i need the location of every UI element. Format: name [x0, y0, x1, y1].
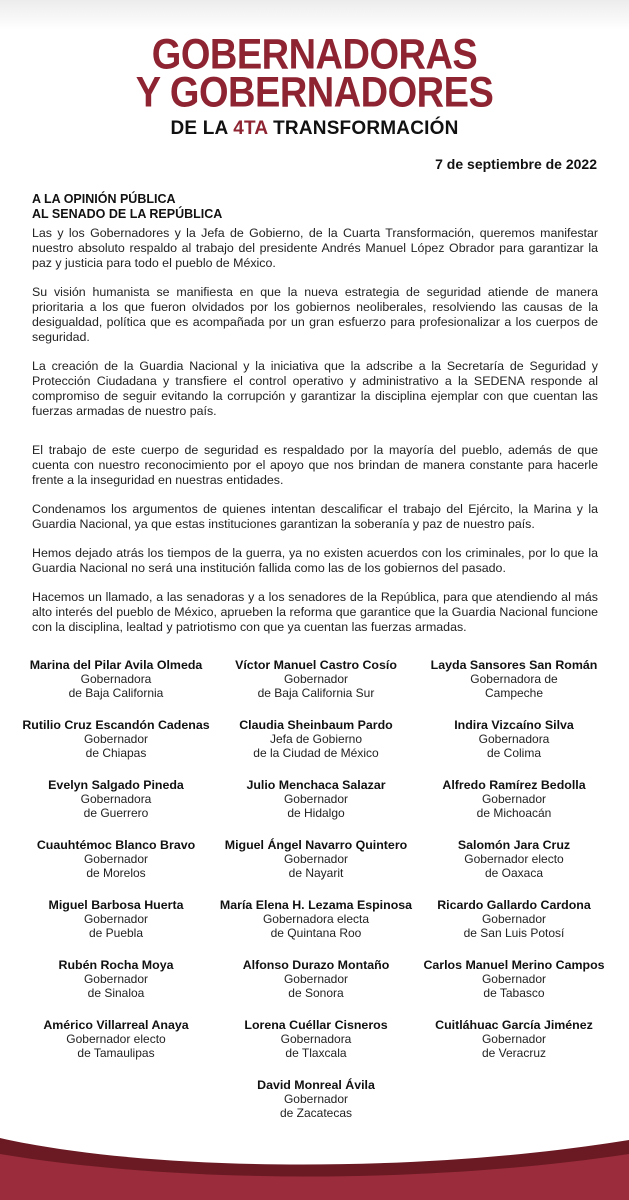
signatory-state: de Oaxaca [484, 866, 544, 880]
signature-block [16, 658, 216, 700]
footer-wave [0, 1120, 629, 1200]
paragraph: Condenamos los argumentos de quienes intentan descalificar el trabajo del Ejército, la Marina y la Guardia Nacional, ya que estas instituciones garantizan la soberanía y paz de nuestro país. [32, 502, 598, 531]
signatory-role: Gobernador electo [66, 1032, 166, 1046]
top-band [0, 0, 629, 30]
signatory-name: Víctor Manuel Castro Cosío [235, 658, 397, 672]
signatory-role: Gobernador [481, 912, 547, 926]
signature-block [216, 1078, 416, 1120]
signatory-role: Gobernador [83, 972, 149, 986]
signature-block [416, 718, 612, 760]
paragraph: La creación de la Guardia Nacional y la iniciativa que la adscribe a la Secretaría de Seguridad y Protección Ciudadana y transfiere el control operativo y administrativo a la SEDENA responde al compromiso de seguir evitando la corrupción y garantizar la disciplina ejemplar con que cuentan las fuerzas armadas de nuestro país. [32, 359, 598, 418]
signatory-name: Indira Vizcaíno Silva [454, 718, 574, 732]
signatory-name: María Elena H. Lezama Espinosa [219, 898, 413, 912]
signatory-name: Claudia Sheinbaum Pardo [239, 718, 393, 732]
subtitle-highlight: 4TA [233, 118, 268, 139]
address-line-2: AL SENADO DE LA REPÚBLICA [32, 207, 223, 221]
signatory-state: de Quintana Roo [270, 926, 362, 940]
signature-block [16, 718, 216, 760]
signatory-name: Cuitláhuac García Jiménez [435, 1018, 593, 1032]
signatory-name: Miguel Ángel Navarro Quintero [224, 838, 408, 852]
title-line-2: Y GOBERNADORES [135, 69, 494, 117]
signatory-state: de Hidalgo [287, 806, 345, 820]
signatory-name: Alfonso Durazo Montaño [242, 958, 390, 972]
signatory-name: Layda Sansores San Román [430, 658, 598, 672]
paragraph: Hacemos un llamado, a las senadoras y a los senadores de la República, para que atendiendo al más alto interés del pueblo de México, aprueben la reforma que garantice que la Guardia Nacional funcione con la disciplina, lealtad y patriotismo con que ya cuentan las fuerzas armadas. [32, 590, 598, 634]
signatory-role: Gobernador [283, 1092, 349, 1106]
signatory-role: Gobernador [83, 912, 149, 926]
signatory-role: Gobernador [283, 792, 349, 806]
paragraph: El trabajo de este cuerpo de seguridad es respaldado por la mayoría del pueblo, además de que cuenta con nuestro reconocimiento por el apoyo que nos brindan de manera constante para hacerle frente a la inseguridad en nuestras entidades. [32, 443, 598, 487]
signatory-name: Rutilio Cruz Escandón Cadenas [22, 718, 210, 732]
signatory-state: de Veracruz [481, 1046, 547, 1060]
signature-block [216, 718, 416, 760]
signatory-name: David Monreal Ávila [257, 1078, 375, 1092]
signatory-role: Gobernador [481, 1032, 547, 1046]
signature-block [216, 898, 416, 940]
signatory-state: de Guerrero [83, 806, 149, 820]
address-line-1: A LA OPINIÓN PÚBLICA [32, 192, 176, 206]
signatory-role: Gobernador [481, 972, 547, 986]
signatory-name: Julio Menchaca Salazar [246, 778, 386, 792]
signatory-role: Gobernador [481, 792, 547, 806]
subtitle [0, 118, 629, 140]
signatory-role: Gobernadora electa [262, 912, 370, 926]
signatory-name: Salomón Jara Cruz [457, 838, 571, 852]
header [0, 31, 629, 140]
signature-block [216, 658, 416, 700]
signatory-state: de Baja California Sur [257, 686, 375, 700]
signatory-name: Américo Villarreal Anaya [43, 1018, 189, 1032]
document-date: 7 de septiembre de 2022 [435, 156, 597, 172]
signatory-state: de Michoacán [476, 806, 552, 820]
signatory-state: Campeche [484, 686, 544, 700]
subtitle-pre: DE LA [170, 118, 234, 139]
paragraph: Las y los Gobernadores y la Jefa de Gobierno, de la Cuarta Transformación, queremos manifestar nuestro absoluto respaldo al trabajo del presidente Andrés Manuel López Obrador para garantizar la paz y justicia para todo el pueblo de México. [32, 226, 598, 270]
title-line-1: GOBERNADORAS [151, 31, 478, 79]
signature-block [16, 778, 216, 820]
signatory-role: Gobernadora [478, 732, 550, 746]
address-block [32, 192, 222, 222]
signatory-name: Carlos Manuel Merino Campos [423, 958, 605, 972]
signatory-state: de San Luis Potosí [463, 926, 565, 940]
signatory-state: de Sinaloa [87, 986, 145, 1000]
signatory-state: de Sonora [288, 986, 344, 1000]
signatory-state: de Puebla [88, 926, 144, 940]
signatory-role: Gobernador [83, 732, 149, 746]
signatory-state: de Tabasco [483, 986, 545, 1000]
signature-block [16, 958, 216, 1000]
signature-block [216, 1018, 416, 1060]
signatory-state: de Tlaxcala [285, 1046, 347, 1060]
signatory-name: Alfredo Ramírez Bedolla [442, 778, 586, 792]
signatory-state: de Nayarit [288, 866, 344, 880]
signature-block [16, 838, 216, 880]
signatures-grid [16, 658, 612, 1120]
signature-block [416, 658, 612, 700]
signatory-role: Gobernador electo [464, 852, 564, 866]
subtitle-post: TRANSFORMACIÓN [267, 118, 459, 139]
signatory-state: de la Ciudad de México [253, 746, 379, 760]
signature-block [216, 958, 416, 1000]
signatory-role: Jefa de Gobierno [269, 732, 363, 746]
signatory-state: de Tamaulipas [77, 1046, 155, 1060]
paragraph: Hemos dejado atrás los tiempos de la guerra, ya no existen acuerdos con los criminales, por lo que la Guardia Nacional no será una institución fallida como las de los gobiernos del pasado. [32, 546, 598, 575]
signatory-role: Gobernador [83, 852, 149, 866]
signature-block [416, 778, 612, 820]
signatory-role: Gobernador [283, 972, 349, 986]
signatory-name: Rubén Rocha Moya [58, 958, 174, 972]
signature-block [416, 838, 612, 880]
signature-block [416, 898, 612, 940]
signatory-name: Evelyn Salgado Pineda [48, 778, 184, 792]
signature-block [16, 898, 216, 940]
signatory-role: Gobernadora [80, 672, 152, 686]
signature-block [216, 778, 416, 820]
signature-block [216, 838, 416, 880]
signatory-role: Gobernador [283, 852, 349, 866]
signatory-name: Miguel Barbosa Huerta [48, 898, 184, 912]
signatory-name: Cuauhtémoc Blanco Bravo [36, 838, 196, 852]
signatory-role: Gobernadora [80, 792, 152, 806]
signatory-state: de Chiapas [85, 746, 147, 760]
signatory-state: de Zacatecas [279, 1106, 353, 1120]
signatory-state: de Morelos [86, 866, 146, 880]
paragraph: Su visión humanista se manifiesta en que la nueva estrategia de seguridad atiende de manera prioritaria a los que fueron olvidados por los gobiernos neoliberales, resolviendo las causas de la desigualdad, política que es acompañada por un gran esfuerzo para profesionalizar a los cuerpos de seguridad. [32, 285, 598, 344]
signatory-role: Gobernadora de [470, 672, 558, 686]
signatory-name: Lorena Cuéllar Cisneros [244, 1018, 388, 1032]
signatory-name: Ricardo Gallardo Cardona [437, 898, 591, 912]
signatory-state: de Baja California [68, 686, 164, 700]
signature-block [16, 1018, 216, 1060]
signatory-name: Marina del Pilar Avila Olmeda [29, 658, 203, 672]
signature-block [416, 1018, 612, 1060]
letter-body [32, 226, 598, 649]
signatory-state: de Colima [486, 746, 542, 760]
signatory-role: Gobernador [283, 672, 349, 686]
signatory-role: Gobernadora [280, 1032, 352, 1046]
signature-block [416, 958, 612, 1000]
